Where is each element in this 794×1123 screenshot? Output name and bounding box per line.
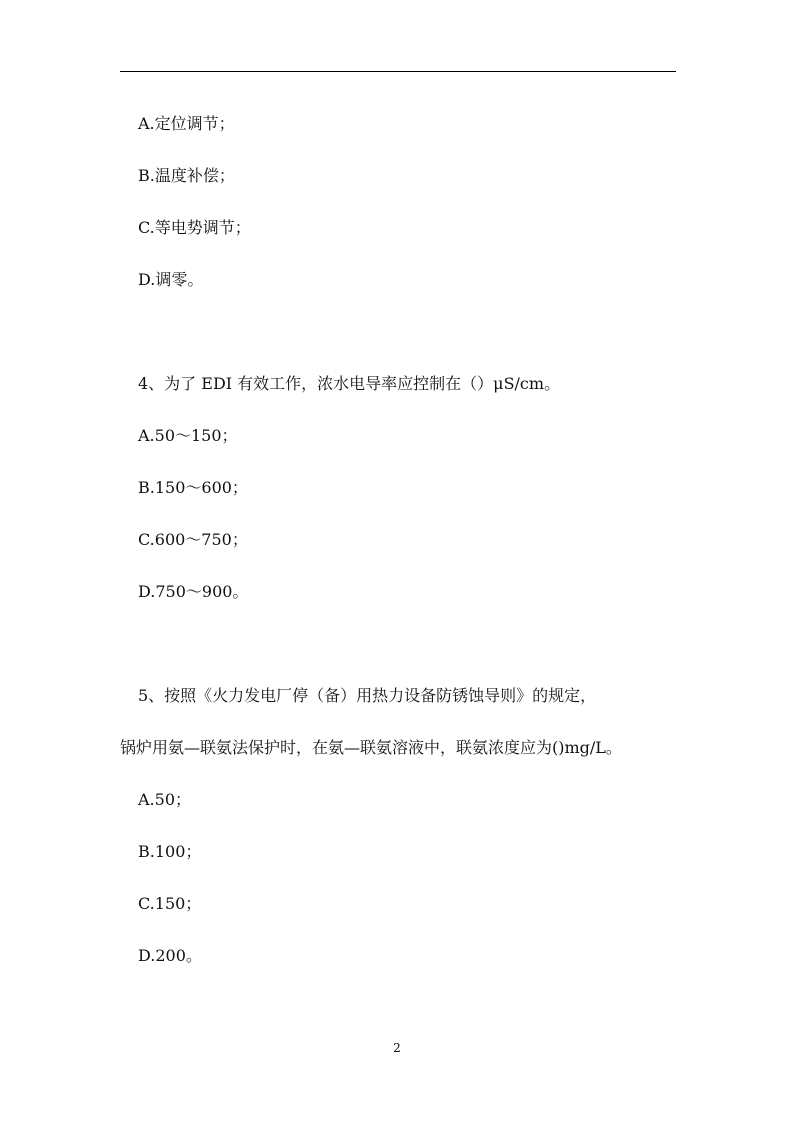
q3-option-b: B.温度补偿；: [138, 166, 235, 185]
page-number: 2: [393, 1041, 401, 1055]
q5-question-line2: 锅炉用氨—联氨法保护时，在氨—联氨溶液中，联氨浓度应为()mg/L。: [120, 738, 622, 757]
q5-question-line1: 5、按照《火力发电厂停（备）用热力设备防锈蚀导则》的规定，: [138, 686, 597, 705]
q4-option-b: B.150～600；: [138, 478, 248, 497]
q4-option-c: C.600～750；: [138, 530, 248, 549]
header-rule: [120, 71, 676, 72]
q5-option-c: C.150；: [138, 894, 202, 913]
q5-option-a: A.50；: [138, 790, 192, 809]
q5-option-b: B.100；: [138, 842, 202, 861]
q3-option-a: A.定位调节；: [138, 114, 235, 133]
q3-option-c: C.等电势调节；: [138, 218, 251, 237]
q5-option-d: D.200。: [138, 946, 202, 965]
q4-question: 4、为了 EDI 有效工作，浓水电导率应控制在（）μS/cm。: [138, 374, 561, 393]
q4-option-d: D.750～900。: [138, 582, 249, 601]
q4-option-a: A.50～150；: [138, 426, 238, 445]
q3-option-d: D.调零。: [138, 270, 204, 289]
